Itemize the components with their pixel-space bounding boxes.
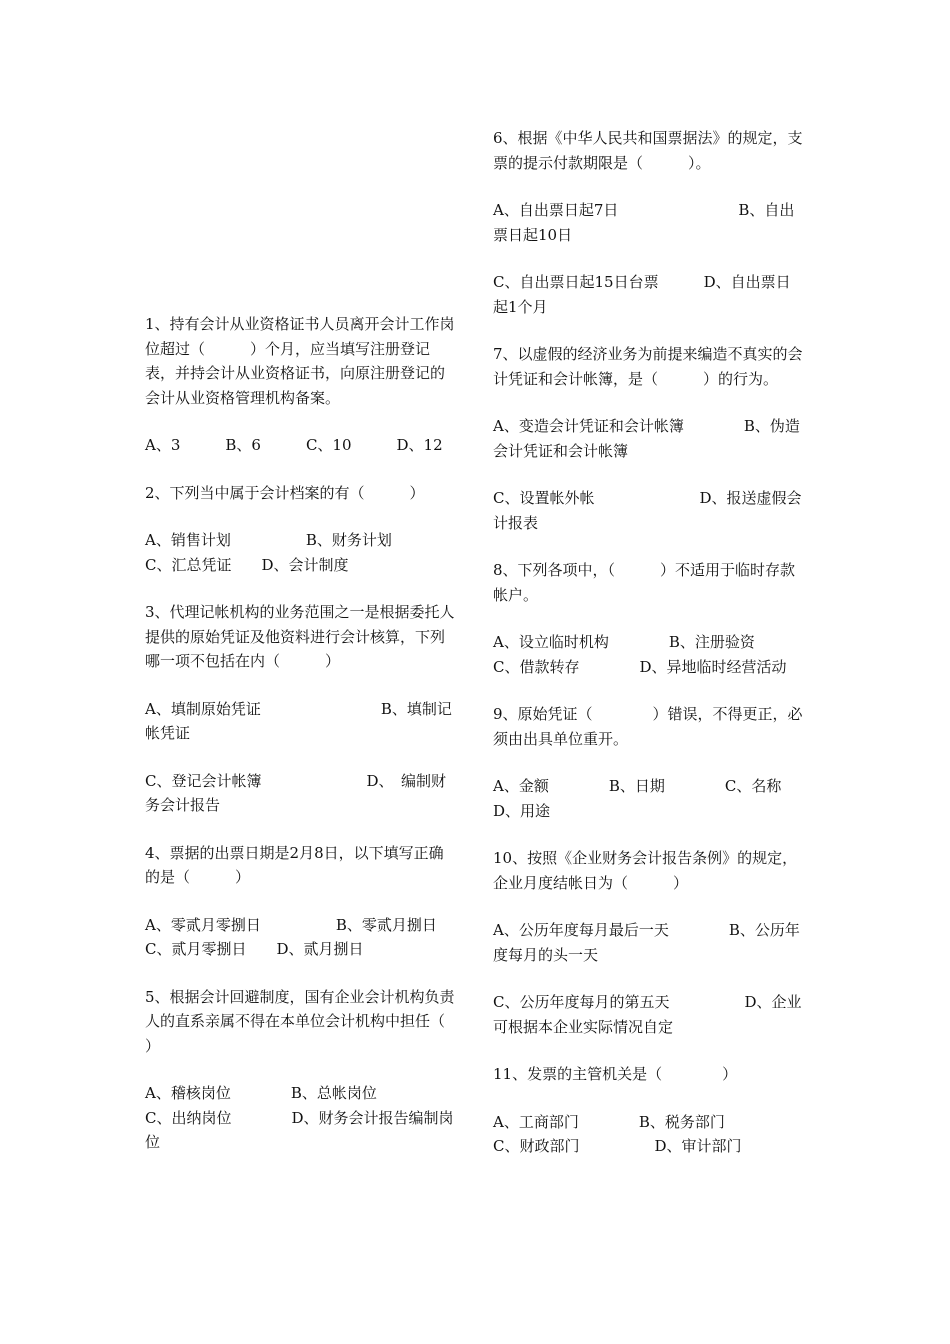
q3-stem: 3、代理记帐机构的业务范围之一是根据委托人提供的原始凭证及他资料进行会计核算，下列哪一项不包括在内（ ）: [145, 603, 455, 670]
q3-options-cd: C、登记会计帐簿 D、 编制财务会计报告: [145, 771, 447, 814]
q1-stem: 1、持有会计从业资格证书人员离开会计工作岗位超过（ ）个月，应当填写注册登记表，并持会计从业资格证书，向原注册登记的会计从业资格管理机构备案。: [145, 315, 455, 407]
q7-options-ab: A、变造会计凭证和会计帐簿 B、伪造会计凭证和会计帐簿: [493, 417, 800, 460]
q10-options-cd: C、公历年度每月的第五天 D、企业可根据本企业实际情况自定: [493, 993, 802, 1036]
q8-options: A、设立临时机构 B、注册验资 C、借款转存 D、异地临时经营活动: [493, 633, 815, 676]
q2-options: A、销售计划 B、财务计划 C、汇总凭证 D、会计制度: [145, 531, 482, 574]
q4-options: A、零贰月零捌日 B、零贰月捌日 C、贰月零捌日 D、贰月捌日: [145, 915, 497, 958]
q7-stem: 7、以虚假的经济业务为前提来编造不真实的会计凭证和会计帐簿，是（ ）的行为。: [493, 345, 803, 388]
q10-stem: 10、按照《企业财务会计报告条例》的规定，企业月度结帐日为（ ）: [493, 849, 798, 892]
q11-options: A、工商部门 B、税务部门 C、财政部门 D、审计部门: [493, 1112, 815, 1155]
q9-options: A、金额 B、日期 C、名称 D、用途: [493, 777, 842, 820]
q6-stem: 6、根据《中华人民共和国票据法》的规定，支票的提示付款期限是（ ）。: [493, 129, 803, 172]
q11-stem: 11、发票的主管机关是（ ）: [493, 1065, 738, 1083]
q4-stem: 4、票据的出票日期是2月8日，以下填写正确的是（ ）: [145, 843, 444, 886]
q6-options-cd: C、自出票日起15日台票 D、自出票日起1个月: [493, 273, 791, 316]
q7-options-cd: C、设置帐外帐 D、报送虚假会计报表: [493, 489, 802, 532]
q6-options-ab: A、自出票日起7日 B、自出票日起10日: [493, 201, 795, 244]
q10-options-ab: A、公历年度每月最后一天 B、公历年度每月的头一天: [493, 921, 800, 964]
q1-options: A、3 B、6 C、10 D、12: [145, 436, 443, 454]
q9-stem: 9、原始凭证（ ）错误，不得更正，必须由出具单位重开。: [493, 705, 803, 748]
q5-options-ab: A、稽核岗位 B、总帐岗位: [145, 1084, 377, 1102]
right-column: [493, 126, 842, 1182]
q5-stem: 5、根据会计回避制度，国有企业会计机构负责人的直系亲属不得在本单位会计机构中担任（ ）: [145, 987, 491, 1055]
left-column: [145, 312, 497, 1178]
q3-options-ab: A、填制原始凭证 B、填制记帐凭证: [145, 699, 452, 742]
q5-options-cd: C、出纳岗位 D、财务会计报告编制岗位: [145, 1108, 454, 1151]
q2-stem: 2、下列当中属于会计档案的有（ ）: [145, 483, 425, 502]
q8-stem: 8、下列各项中，（ ）不适用于临时存款帐户。: [493, 561, 796, 604]
